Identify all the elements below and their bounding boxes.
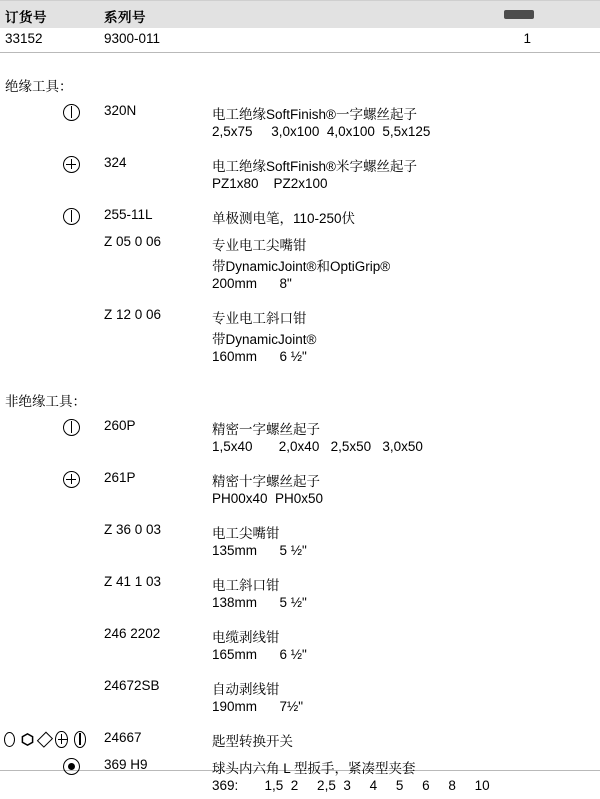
slotted-screwdriver-icon <box>74 731 86 748</box>
list-item <box>0 626 600 647</box>
item-code: 24667 <box>104 730 142 745</box>
item-subline <box>0 491 600 512</box>
item-description: 自动剥线钳 <box>212 682 280 697</box>
item-subline <box>0 439 600 460</box>
pozidriv-screwdriver-icon <box>55 731 67 748</box>
item-code: 369 H9 <box>104 757 148 772</box>
item-code: Z 12 0 06 <box>104 307 162 322</box>
item-description: 电工绝缘SoftFinish®米字螺丝起子 <box>212 159 417 174</box>
item-icons <box>2 104 84 122</box>
item-detail: 带DynamicJoint® <box>212 332 317 347</box>
item-subline <box>0 349 600 370</box>
list-item <box>0 757 600 778</box>
item-icons <box>2 156 84 174</box>
circle-icon <box>4 732 15 747</box>
item-subline <box>0 647 600 668</box>
item-subline <box>0 276 600 297</box>
item-subline <box>0 543 600 564</box>
item-code: 24672SB <box>104 678 160 693</box>
item-description: 精密十字螺丝起子 <box>212 474 320 489</box>
item-icons <box>4 731 86 749</box>
case-icon <box>504 10 534 19</box>
item-description: 球头内六角 L 型扳手，紧凑型夹套 <box>212 761 416 776</box>
item-code: 324 <box>104 155 127 170</box>
item-code: 261P <box>104 470 136 485</box>
item-sizes: 138mm 5 ½" <box>212 595 307 610</box>
table-header <box>0 0 600 28</box>
item-sizes: 369: 1,5 2 2,5 3 4 5 6 8 10 <box>212 778 490 793</box>
section-title-insulated: 绝缘工具： <box>5 79 73 94</box>
item-description: 匙型转换开关 <box>212 734 293 749</box>
item-code: 246 2202 <box>104 626 161 641</box>
list-item <box>0 234 600 255</box>
list-item <box>0 207 600 228</box>
item-detail: 带DynamicJoint®和OptiGrip® <box>212 259 391 274</box>
item-subline <box>0 595 600 616</box>
slotted-screwdriver-icon <box>63 104 80 121</box>
item-description: 专业电工斜口钳 <box>212 311 307 326</box>
list-item <box>0 418 600 439</box>
item-description: 电工斜口钳 <box>212 578 280 593</box>
item-subline <box>0 699 600 720</box>
item-code: Z 41 1 03 <box>104 574 162 589</box>
column-header-series-no: 系列号 <box>104 10 146 25</box>
item-icons <box>2 758 84 776</box>
list-item <box>0 103 600 124</box>
item-sizes: 165mm 6 ½" <box>212 647 307 662</box>
item-sizes: 2,5x75 3,0x100 4,0x100 5,5x125 <box>212 124 431 139</box>
item-subline <box>0 328 600 349</box>
item-code: 260P <box>104 418 136 433</box>
item-sizes: PH00x40 PH0x50 <box>212 491 324 506</box>
item-sizes: 200mm 8" <box>212 276 292 291</box>
slotted-screwdriver-icon <box>63 208 80 225</box>
item-sizes: PZ1x80 PZ2x100 <box>212 176 328 191</box>
phillips-screwdriver-icon <box>63 471 80 488</box>
item-sizes: 1,5x40 2,0x40 2,5x50 3,0x50 <box>212 439 423 454</box>
table-row <box>0 28 600 53</box>
list-item <box>0 730 600 751</box>
item-code: 320N <box>104 103 137 118</box>
item-description: 专业电工尖嘴钳 <box>212 238 307 253</box>
hexagon-icon <box>21 733 34 746</box>
column-header-order-no: 订货号 <box>5 10 47 25</box>
list-item <box>0 307 600 328</box>
list-item <box>0 470 600 491</box>
item-description: 电工绝缘SoftFinish®一字螺丝起子 <box>212 107 417 122</box>
item-subline <box>0 176 600 197</box>
item-description: 电工尖嘴钳 <box>212 526 280 541</box>
item-code: 255-11L <box>104 207 153 222</box>
item-icons <box>2 471 84 489</box>
item-subline <box>0 778 600 799</box>
item-description: 单极测电笔，110-250伏 <box>212 211 356 226</box>
list-item <box>0 574 600 595</box>
item-icons <box>2 208 84 226</box>
item-subline <box>0 255 600 276</box>
slotted-screwdriver-icon <box>63 419 80 436</box>
cell-order-no: 33152 <box>5 31 43 46</box>
cell-quantity: 1 <box>523 31 531 46</box>
ball-end-icon <box>63 758 80 775</box>
pozidriv-screwdriver-icon <box>63 156 80 173</box>
diamond-icon <box>37 732 53 748</box>
item-code: Z 05 0 06 <box>104 234 162 249</box>
content-list <box>0 53 600 799</box>
list-item <box>0 522 600 543</box>
item-sizes: 135mm 5 ½" <box>212 543 307 558</box>
list-item <box>0 155 600 176</box>
list-item <box>0 678 600 699</box>
cell-series-no: 9300-011 <box>104 31 161 46</box>
item-subline <box>0 124 600 145</box>
item-sizes: 160mm 6 ½" <box>212 349 307 364</box>
item-description: 电缆剥线钳 <box>212 630 280 645</box>
item-icons <box>2 419 84 437</box>
item-code: Z 36 0 03 <box>104 522 162 537</box>
item-sizes: 190mm 7½" <box>212 699 304 714</box>
section-title-non-insulated: 非绝缘工具： <box>5 394 86 409</box>
item-description: 精密一字螺丝起子 <box>212 422 320 437</box>
